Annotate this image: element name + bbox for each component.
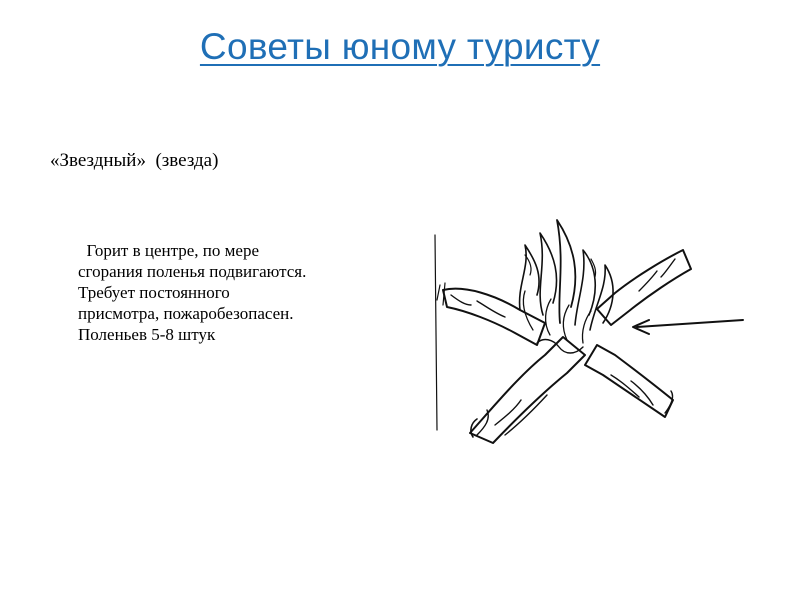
fire-type-subtitle: «Звездный» (звезда): [50, 150, 219, 171]
description-line: сгорания поленья подвигаются.: [78, 262, 307, 281]
description-line: Поленьев 5-8 штук: [78, 325, 216, 344]
description-line: Требует постоянного: [78, 283, 230, 302]
star-campfire-drawing-icon: [425, 205, 755, 450]
description-line: присмотра, пожаробезопасен.: [78, 304, 294, 323]
description-line: Горит в центре, по мере: [78, 241, 260, 260]
fire-description: [78, 240, 408, 345]
slide-title: Советы юному туристу: [199, 26, 601, 67]
